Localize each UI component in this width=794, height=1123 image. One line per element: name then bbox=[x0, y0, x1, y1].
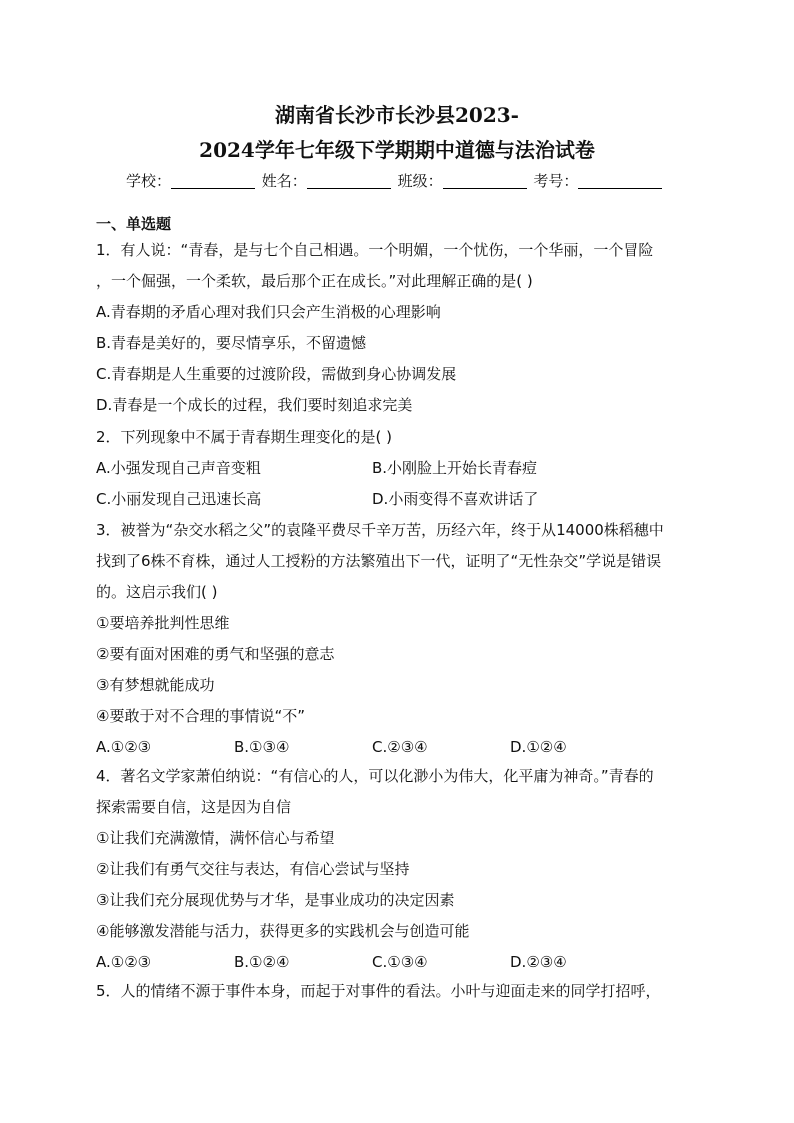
q4-option-a: A.①②③ bbox=[96, 953, 152, 971]
q3-option-c: C.②③④ bbox=[372, 738, 428, 756]
student-info-row bbox=[126, 171, 686, 191]
class-label: 班级： bbox=[397, 172, 443, 190]
q3-statement-3: ③有梦想就能成功 bbox=[96, 676, 215, 694]
q4-statement-2: ②让我们有勇气交往与表达，有信心尝试与坚持 bbox=[96, 860, 410, 878]
q2-option-d: D.小雨变得不喜欢讲话了 bbox=[372, 490, 539, 508]
q3-statement-4: ④要敢于对不合理的事情说“不” bbox=[96, 707, 305, 725]
q4-option-d: D.②③④ bbox=[510, 953, 567, 971]
q3-statement-1: ①要培养批判性思维 bbox=[96, 614, 230, 632]
q2-option-c: C.小丽发现自己迅速长高 bbox=[96, 490, 262, 508]
q1-stem-line1: 1．有人说：“青春，是与七个自己相遇。一个明媚，一个忧伤，一个华丽，一个冒险 bbox=[96, 241, 654, 259]
q3-option-b: B.①③④ bbox=[234, 738, 290, 756]
q3-stem-line1: 3．被誉为“杂交水稻之父”的袁隆平费尽千辛万苦，历经六年，终于从14000株稻穗中 bbox=[96, 521, 664, 539]
exam-title-line2: 2024学年七年级下学期期中道德与法治试卷 bbox=[199, 138, 595, 162]
q4-option-c: C.①③④ bbox=[372, 953, 428, 971]
q4-option-b: B.①②④ bbox=[234, 953, 290, 971]
school-field[interactable] bbox=[171, 173, 255, 189]
q2-option-a: A.小强发现自己声音变粗 bbox=[96, 459, 261, 477]
q1-option-b: B.青春是美好的，要尽情享乐，不留遗憾 bbox=[96, 334, 367, 352]
q5-stem-line1: 5．人的情绪不源于事件本身，而起于对事件的看法。小叶与迎面走来的同学打招呼， bbox=[96, 982, 661, 1000]
q4-statement-3: ③让我们充分展现优势与才华，是事业成功的决定因素 bbox=[96, 891, 455, 909]
q4-stem-line1: 4．著名文学家萧伯纳说：“有信心的人，可以化渺小为伟大，化平庸为神奇。”青春的 bbox=[96, 767, 654, 785]
q2-stem: 2．下列现象中不属于青春期生理变化的是( ) bbox=[96, 428, 393, 446]
q4-statement-1: ①让我们充满激情，满怀信心与希望 bbox=[96, 829, 335, 847]
q1-option-a: A.青春期的矛盾心理对我们只会产生消极的心理影响 bbox=[96, 303, 441, 321]
q1-option-d: D.青春是一个成长的过程，我们要时刻追求完美 bbox=[96, 396, 413, 414]
q1-stem-line2: ，一个倔强，一个柔软，最后那个正在成长。”对此理解正确的是( ) bbox=[96, 272, 533, 290]
q3-option-d: D.①②④ bbox=[510, 738, 567, 756]
name-label: 姓名： bbox=[261, 172, 307, 190]
q2-option-b: B.小刚脸上开始长青春痘 bbox=[372, 459, 538, 477]
exam-number-field[interactable] bbox=[578, 173, 662, 189]
q1-option-c: C.青春期是人生重要的过渡阶段，需做到身心协调发展 bbox=[96, 365, 457, 383]
q4-stem-line2: 探索需要自信，这是因为自信 bbox=[96, 798, 292, 816]
name-field[interactable] bbox=[307, 173, 391, 189]
q3-stem-line2: 找到了6株不育株，通过人工授粉的方法繁殖出下一代，证明了“无性杂交”学说是错误 bbox=[96, 552, 662, 570]
q3-stem-line3: 的。这启示我们( ) bbox=[96, 583, 218, 601]
exam-title-line1: 湖南省长沙市长沙县2023- bbox=[275, 103, 519, 127]
q4-statement-4: ④能够激发潜能与活力，获得更多的实践机会与创造可能 bbox=[96, 922, 470, 940]
section-heading: 一、单选题 bbox=[96, 215, 172, 233]
exam-number-label: 考号： bbox=[533, 172, 579, 190]
q3-statement-2: ②要有面对困难的勇气和坚强的意志 bbox=[96, 645, 335, 663]
class-field[interactable] bbox=[443, 173, 527, 189]
school-label: 学校： bbox=[126, 172, 172, 190]
q3-option-a: A.①②③ bbox=[96, 738, 152, 756]
